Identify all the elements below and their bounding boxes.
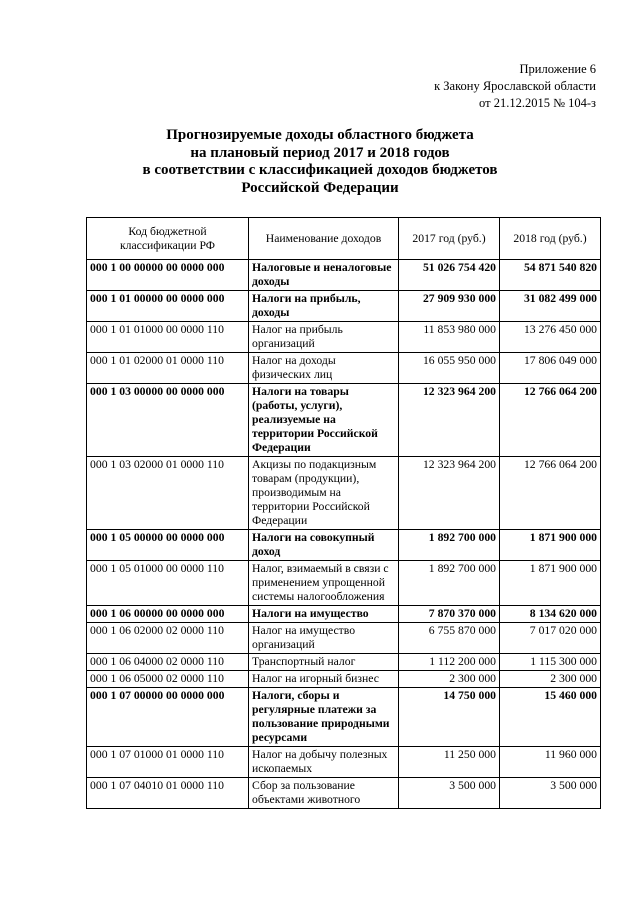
row-value-2017: 12 323 964 200: [399, 384, 500, 457]
table-row: [87, 778, 601, 809]
table-row: [87, 530, 601, 561]
row-code: 000 1 03 02000 01 0000 110: [87, 457, 249, 530]
appendix-law: к Закону Ярославской области: [434, 79, 596, 93]
row-code: 000 1 05 01000 00 0000 110: [87, 561, 249, 606]
row-value-2017: 1 892 700 000: [399, 561, 500, 606]
row-code: 000 1 07 04010 01 0000 110: [87, 778, 249, 809]
row-name: Налоги на товары (работы, услуги), реализуемые на территории Российской Федерации: [249, 384, 399, 457]
row-value-2018: 2 300 000: [500, 671, 601, 688]
row-value-2018: 11 960 000: [500, 747, 601, 778]
row-code: 000 1 06 05000 02 0000 110: [87, 671, 249, 688]
appendix-date: от 21.12.2015 № 104-з: [479, 96, 596, 110]
row-name: Налог, взимаемый в связи с применением упрощенной системы налогообложения: [249, 561, 399, 606]
table-row: [87, 623, 601, 654]
row-value-2018: 31 082 499 000: [500, 291, 601, 322]
appendix-reference: [434, 61, 596, 112]
row-value-2017: 1 112 200 000: [399, 654, 500, 671]
row-value-2018: 13 276 450 000: [500, 322, 601, 353]
row-value-2017: 51 026 754 420: [399, 260, 500, 291]
row-value-2017: 1 892 700 000: [399, 530, 500, 561]
row-value-2018: 1 871 900 000: [500, 561, 601, 606]
revenue-table: [86, 217, 601, 809]
row-name: Налог на имущество организаций: [249, 623, 399, 654]
row-value-2017: 2 300 000: [399, 671, 500, 688]
row-code: 000 1 00 00000 00 0000 000: [87, 260, 249, 291]
table-row: [87, 561, 601, 606]
title-line-2: на плановый период 2017 и 2018 годов: [190, 144, 450, 161]
row-value-2018: 54 871 540 820: [500, 260, 601, 291]
row-value-2017: 7 870 370 000: [399, 606, 500, 623]
row-value-2018: 1 871 900 000: [500, 530, 601, 561]
row-code: 000 1 06 02000 02 0000 110: [87, 623, 249, 654]
title-line-3: в соответствии с классификацией доходов бюджетов: [142, 162, 498, 178]
row-value-2018: 7 017 020 000: [500, 623, 601, 654]
table-row: [87, 654, 601, 671]
row-name: Налог на игорный бизнес: [249, 671, 399, 688]
row-value-2017: 14 750 000: [399, 688, 500, 747]
table-row: [87, 747, 601, 778]
table-row: [87, 457, 601, 530]
row-value-2017: 11 250 000: [399, 747, 500, 778]
row-value-2017: 11 853 980 000: [399, 322, 500, 353]
row-value-2018: 8 134 620 000: [500, 606, 601, 623]
row-code: 000 1 03 00000 00 0000 000: [87, 384, 249, 457]
header-2018: 2018 год (руб.): [500, 218, 601, 260]
row-name: Налоги на прибыль, доходы: [249, 291, 399, 322]
table-row: [87, 688, 601, 747]
row-name: Налог на добычу полезных ископаемых: [249, 747, 399, 778]
title-line-4: Российской Федерации: [241, 179, 399, 196]
row-value-2018: 12 766 064 200: [500, 384, 601, 457]
row-value-2018: 15 460 000: [500, 688, 601, 747]
row-value-2018: 3 500 000: [500, 778, 601, 809]
table-row: [87, 671, 601, 688]
row-code: 000 1 05 00000 00 0000 000: [87, 530, 249, 561]
row-name: Налоги на имущество: [249, 606, 399, 623]
row-name: Акцизы по подакцизным товарам (продукции), производимым на территории Российской Федерации: [249, 457, 399, 530]
row-value-2017: 6 755 870 000: [399, 623, 500, 654]
row-code: 000 1 01 00000 00 0000 000: [87, 291, 249, 322]
row-code: 000 1 01 02000 01 0000 110: [87, 353, 249, 384]
table-row: [87, 291, 601, 322]
row-value-2018: 1 115 300 000: [500, 654, 601, 671]
row-value-2018: 17 806 049 000: [500, 353, 601, 384]
row-value-2017: 27 909 930 000: [399, 291, 500, 322]
row-name: Налог на прибыль организаций: [249, 322, 399, 353]
table-row: [87, 322, 601, 353]
row-value-2017: 16 055 950 000: [399, 353, 500, 384]
table-header-row: [87, 218, 601, 260]
row-name: Налог на доходы физических лиц: [249, 353, 399, 384]
row-code: 000 1 07 01000 01 0000 110: [87, 747, 249, 778]
appendix-number: Приложение 6: [519, 62, 596, 76]
row-code: 000 1 06 00000 00 0000 000: [87, 606, 249, 623]
row-name: Налоги на совокупный доход: [249, 530, 399, 561]
row-value-2018: 12 766 064 200: [500, 457, 601, 530]
table-row: [87, 384, 601, 457]
table-row: [87, 260, 601, 291]
row-name: Налоговые и неналоговые доходы: [249, 260, 399, 291]
table-body: [87, 260, 601, 809]
row-code: 000 1 06 04000 02 0000 110: [87, 654, 249, 671]
table-row: [87, 606, 601, 623]
header-code: Код бюджетной классификации РФ: [87, 218, 249, 260]
header-2017: 2017 год (руб.): [399, 218, 500, 260]
row-name: Транспортный налог: [249, 654, 399, 671]
row-name: Сбор за пользование объектами животного: [249, 778, 399, 809]
row-value-2017: 12 323 964 200: [399, 457, 500, 530]
row-code: 000 1 01 01000 00 0000 110: [87, 322, 249, 353]
row-value-2017: 3 500 000: [399, 778, 500, 809]
title-line-1: Прогнозируемые доходы областного бюджета: [166, 127, 474, 143]
document-title: [0, 127, 640, 197]
row-name: Налоги, сборы и регулярные платежи за пользование природными ресурсами: [249, 688, 399, 747]
row-code: 000 1 07 00000 00 0000 000: [87, 688, 249, 747]
header-name: Наименование доходов: [249, 218, 399, 260]
table-row: [87, 353, 601, 384]
